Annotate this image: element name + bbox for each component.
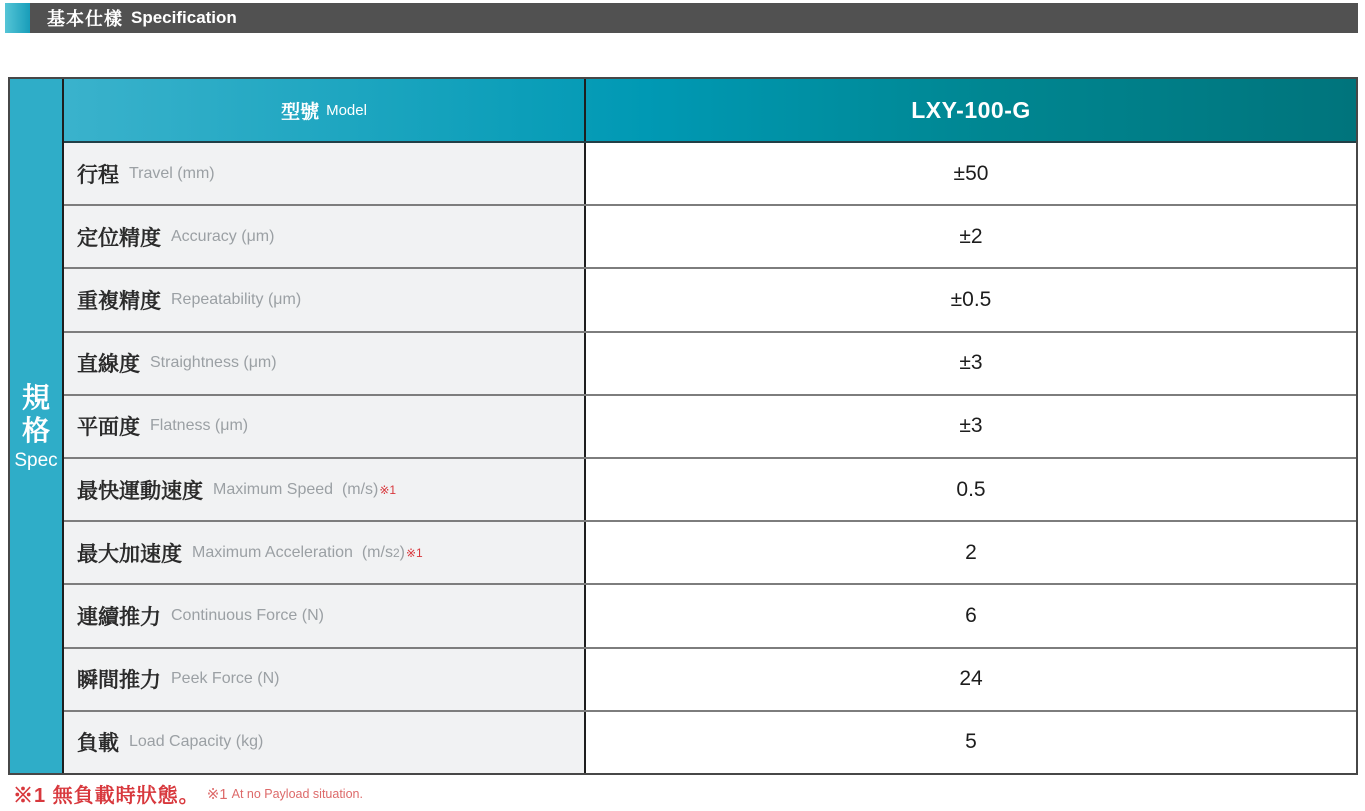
spec-label-en-suffix: )	[399, 543, 405, 561]
spec-label-cell	[64, 143, 586, 204]
specification-table	[8, 77, 1358, 775]
model-name: LXY-100-G	[911, 96, 1031, 123]
spec-label-zh: 平面度	[77, 416, 140, 440]
spec-label-cell	[64, 269, 586, 330]
spec-main-column	[64, 79, 1356, 773]
model-value-cell	[586, 79, 1356, 141]
spec-value-cell	[586, 585, 1356, 646]
spec-value-cell	[586, 396, 1356, 457]
section-title-en: Specification	[131, 8, 237, 27]
table-row	[64, 710, 1356, 773]
spec-label-en: Travel (mm)	[129, 164, 215, 182]
spec-label-zh: 連續推力	[77, 606, 161, 630]
spec-value-cell	[586, 459, 1356, 520]
table-row	[64, 394, 1356, 457]
section-title-strip	[30, 3, 1358, 33]
spec-rows	[64, 143, 1356, 773]
spec-value: 5	[965, 730, 977, 754]
footnote	[13, 779, 363, 808]
side-label-en: Spec	[14, 449, 58, 471]
spec-label-en: Flatness (μm)	[150, 417, 249, 435]
table-row	[64, 520, 1356, 583]
spec-label-zh: 直線度	[77, 353, 140, 377]
spec-value-cell	[586, 143, 1356, 204]
spec-side-column	[10, 79, 64, 773]
spec-label-cell	[64, 712, 586, 773]
spec-value: ±0.5	[950, 288, 992, 311]
spec-value-cell	[586, 269, 1356, 330]
spec-label-en: Straightness (μm)	[150, 354, 277, 372]
footnote-marker-superscript: ※1	[405, 545, 423, 560]
spec-label-zh: 最快運動速度	[77, 479, 203, 503]
spec-value: 0.5	[956, 477, 986, 501]
table-row	[64, 204, 1356, 267]
spec-label-en: Accuracy (μm)	[171, 227, 275, 245]
spec-value: 24	[959, 667, 983, 691]
table-row	[64, 331, 1356, 394]
spec-label-zh: 負載	[77, 732, 119, 756]
table-row	[64, 457, 1356, 520]
spec-label-zh: 瞬間推力	[77, 669, 161, 693]
table-row	[64, 647, 1356, 710]
spec-value-cell	[586, 649, 1356, 710]
table-row	[64, 583, 1356, 646]
footnote-zh: ※1 無負載時狀態。	[13, 785, 200, 807]
spec-value: ±3	[959, 414, 983, 438]
spec-label-cell	[64, 396, 586, 457]
spec-value: ±50	[953, 161, 989, 185]
spec-label-en: Maximum Acceleration (m/s	[192, 543, 393, 561]
spec-label-cell	[64, 459, 586, 520]
spec-label-en: Maximum Speed (m/s)	[213, 480, 379, 498]
section-header-bar	[5, 3, 1358, 33]
spec-value: 2	[965, 540, 977, 564]
spec-label-en: Load Capacity (kg)	[129, 733, 264, 751]
spec-label-zh: 定位精度	[77, 226, 161, 250]
spec-label-en: Continuous Force (N)	[171, 607, 324, 625]
spec-label-cell	[64, 585, 586, 646]
side-label-zh-char2: 格	[21, 414, 50, 446]
footnote-en: At no Payload situation.	[231, 786, 363, 801]
table-row	[64, 143, 1356, 204]
spec-value-cell	[586, 333, 1356, 394]
spec-value: ±3	[959, 351, 983, 375]
spec-value-cell	[586, 712, 1356, 773]
spec-label-zh: 行程	[77, 163, 119, 187]
spec-label-zh: 最大加速度	[77, 542, 182, 566]
model-label-en: Model	[326, 101, 367, 119]
table-header-row	[64, 79, 1356, 143]
spec-label-cell	[64, 206, 586, 267]
model-label-zh: 型號	[281, 101, 320, 123]
spec-value: ±2	[959, 224, 983, 248]
footnote-en-marker: ※1	[206, 785, 228, 803]
side-label-zh-char1: 規	[21, 381, 50, 413]
model-header-cell	[64, 79, 586, 141]
spec-label-cell	[64, 333, 586, 394]
spec-label-en: Repeatability (μm)	[171, 291, 302, 308]
footnote-marker-superscript: ※1	[379, 482, 397, 497]
section-title-zh: 基本仕樣	[47, 9, 123, 29]
spec-label-en: Peek Force (N)	[171, 670, 280, 688]
spec-value-cell	[586, 522, 1356, 583]
spec-label-cell	[64, 522, 586, 583]
spec-label-zh: 重複精度	[77, 290, 161, 313]
spec-value: 6	[965, 604, 977, 628]
accent-square	[5, 3, 30, 33]
unit-superscript: 2	[392, 545, 400, 560]
table-row	[64, 267, 1356, 330]
spec-label-cell	[64, 649, 586, 710]
spec-value-cell	[586, 206, 1356, 267]
